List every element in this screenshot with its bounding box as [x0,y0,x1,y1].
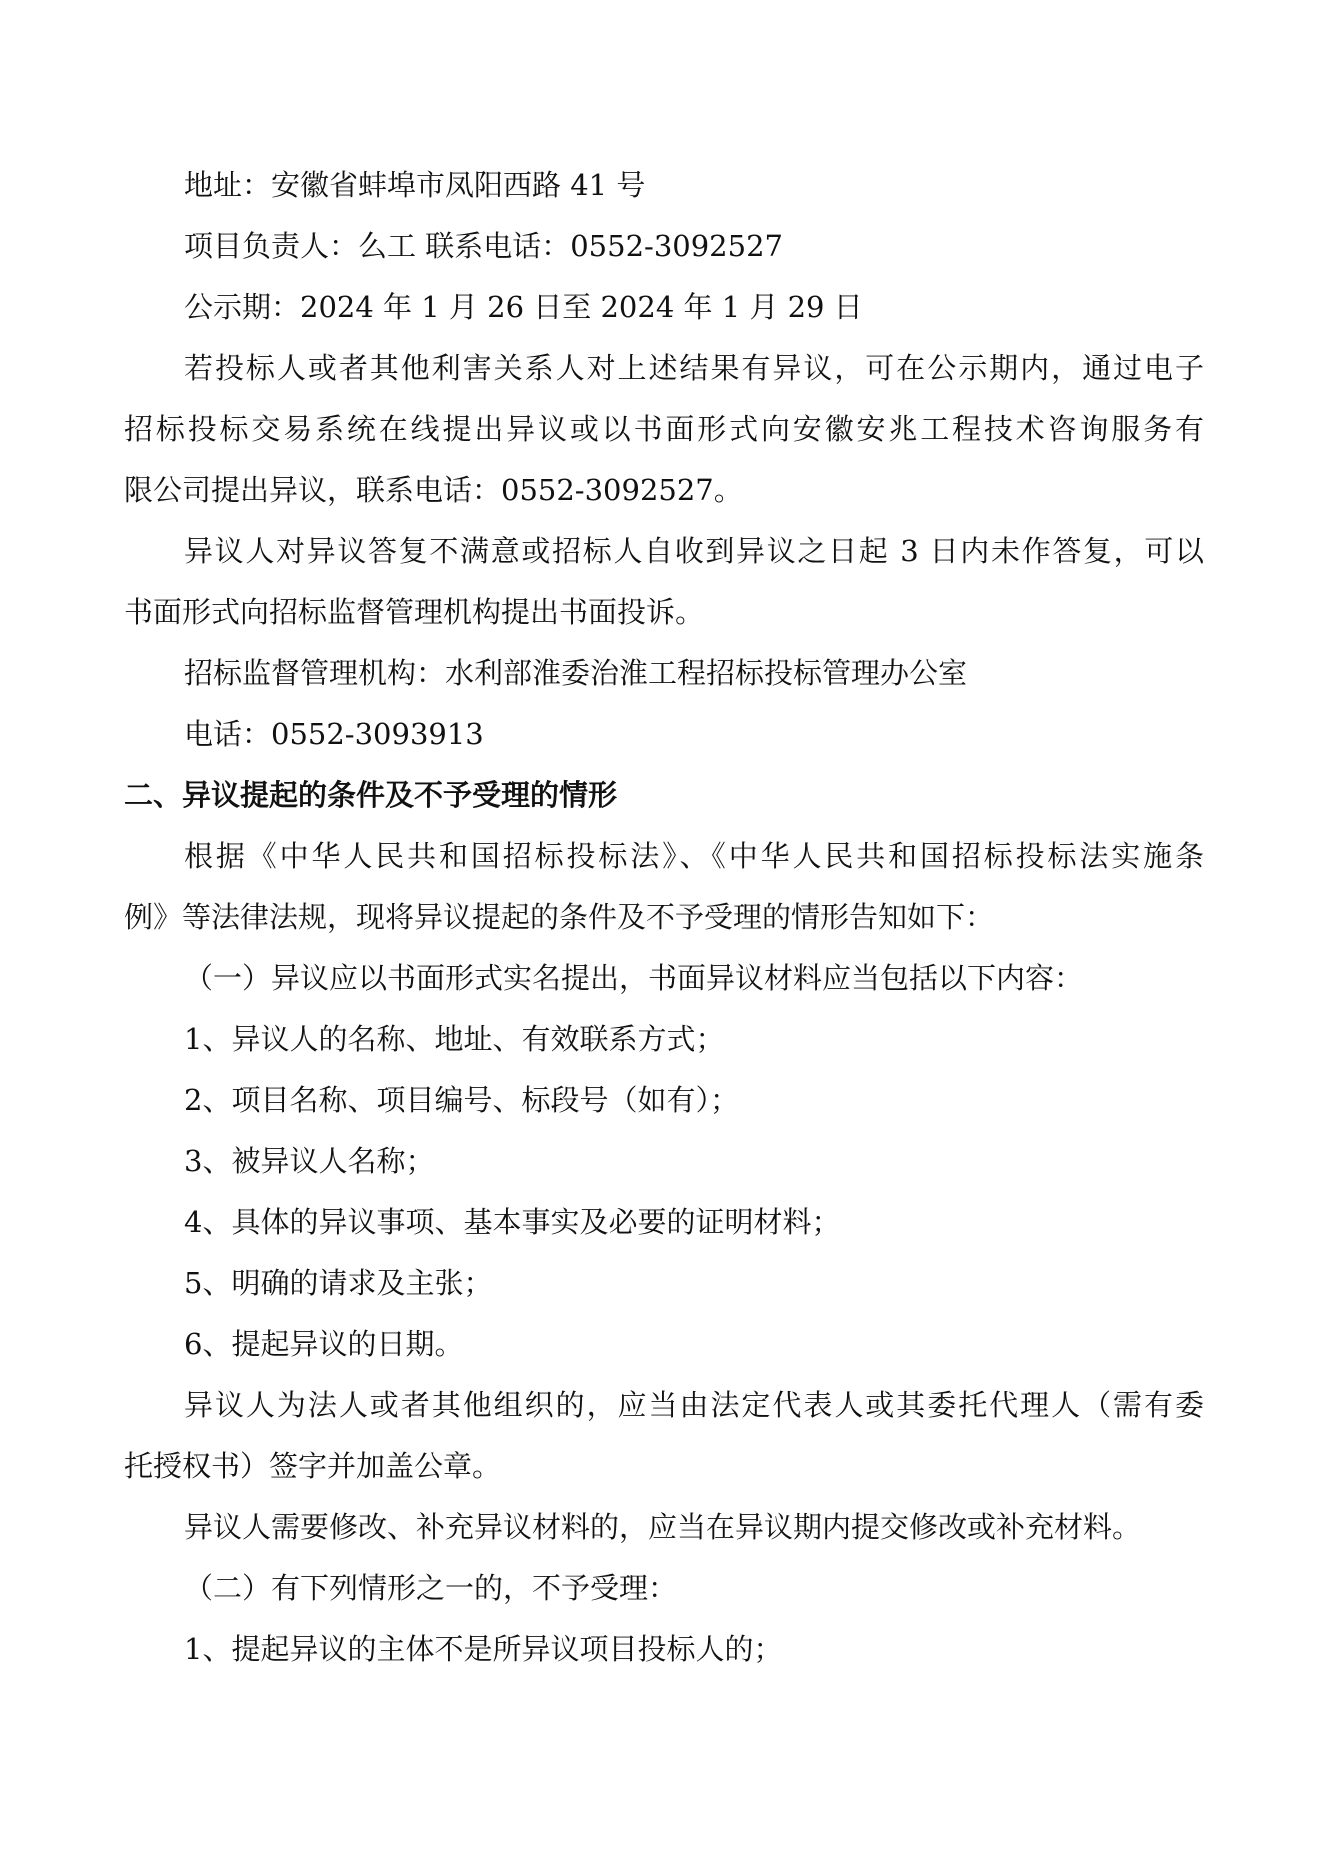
text-line-reject-item-1: 1、提起异议的主体不是所异议项目投标人的； [184,1632,783,1666]
text-line-item-3: 3、被异议人名称； [184,1144,435,1178]
text-line-legal-basis-l1: 根据《中华人民共和国招标投标法》、《中华人民共和国招标投标法实施条 [184,839,1204,873]
text-line-supervisor-phone: 电话：0552-3093913 [184,717,484,751]
text-line-publicity-period: 公示期：2024 年 1 月 26 日至 2024 年 1 月 29 日 [184,290,863,324]
document-body [124,155,1204,1680]
text-line-project-lead: 项目负责人：么工 联系电话：0552-3092527 [184,229,783,263]
text-line-item-1: 1、异议人的名称、地址、有效联系方式； [184,1022,725,1056]
text-line-address: 地址：安徽省蚌埠市凤阳西路 41 号 [184,168,646,202]
text-line-legal-person-l2: 托授权书）签字并加盖公章。 [124,1449,502,1483]
text-line-objection-p1-l1: 若投标人或者其他利害关系人对上述结果有异议，可在公示期内，通过电子 [184,351,1204,385]
text-line-objection-p1-l2: 招标投标交易系统在线提出异议或以书面形式向安徽安兆工程技术咨询服务有 [124,412,1204,446]
text-line-legal-basis-l2: 例》等法律法规，现将异议提起的条件及不予受理的情形告知如下： [124,900,995,934]
text-line-clause-2: （二）有下列情形之一的，不予受理： [184,1571,678,1605]
text-line-legal-person-l1: 异议人为法人或者其他组织的，应当由法定代表人或其委托代理人（需有委 [184,1388,1204,1422]
section-heading: 二、异议提起的条件及不予受理的情形 [124,778,618,812]
text-line-item-4: 4、具体的异议事项、基本事实及必要的证明材料； [184,1205,841,1239]
text-line-item-5: 5、明确的请求及主张； [184,1266,493,1300]
text-line-item-6: 6、提起异议的日期。 [184,1327,464,1361]
text-line-item-2: 2、项目名称、项目编号、标段号（如有）； [184,1083,739,1117]
text-line-objection-p2-l1: 异议人对异议答复不满意或招标人自收到异议之日起 3 日内未作答复，可以 [184,534,1204,568]
text-line-objection-p2-l2: 书面形式向招标监督管理机构提出书面投诉。 [124,595,705,629]
text-line-objection-p1-l3: 限公司提出异议，联系电话：0552-3092527。 [124,473,743,507]
text-line-clause-1: （一）异议应以书面形式实名提出，书面异议材料应当包括以下内容： [184,961,1084,995]
text-line-amend: 异议人需要修改、补充异议材料的，应当在异议期内提交修改或补充材料。 [184,1510,1142,1544]
text-line-supervisor: 招标监督管理机构：水利部淮委治淮工程招标投标管理办公室 [184,656,968,690]
